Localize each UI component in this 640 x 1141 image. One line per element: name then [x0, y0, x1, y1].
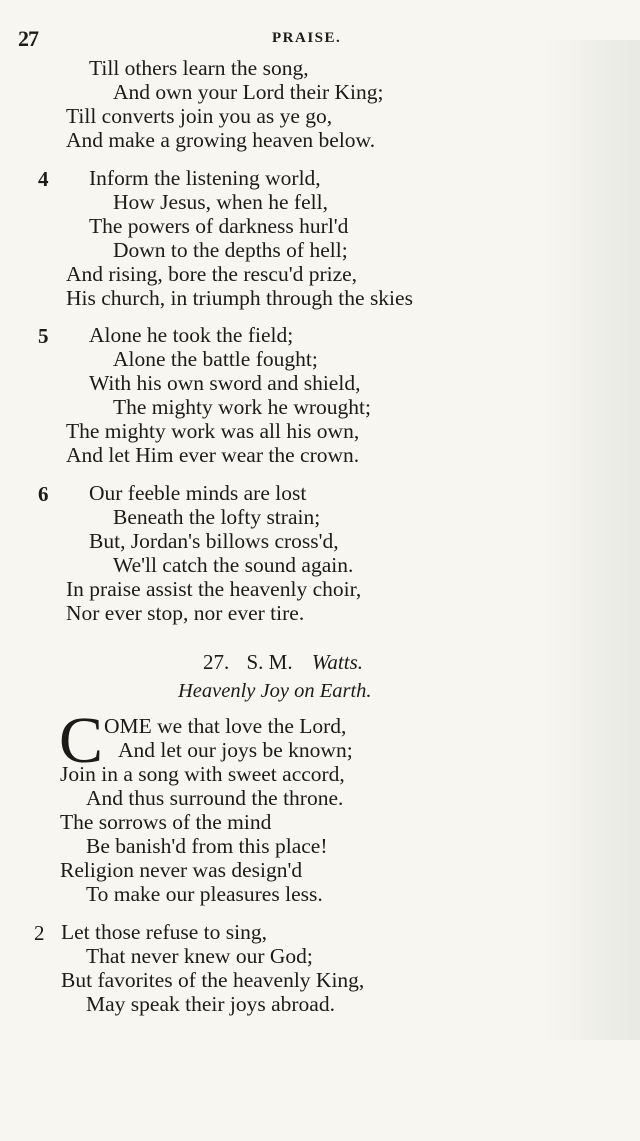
verse-line: We'll catch the sound again. [113, 553, 354, 577]
facing-page-bleed [545, 40, 640, 1040]
hymn-meter: S. M. [246, 650, 293, 674]
verse-line: And thus surround the throne. [86, 786, 344, 810]
verse-line: And let our joys be known; [118, 738, 353, 762]
verse-line: Religion never was design'd [60, 858, 303, 882]
verse-line: Alone he took the field; [89, 323, 294, 347]
hymn-author: Watts. [311, 650, 364, 674]
verse-line: How Jesus, when he fell, [113, 190, 328, 214]
verse-line: The mighty work he wrought; [113, 395, 371, 419]
verse-line: Beneath the lofty strain; [113, 505, 321, 529]
stanza-number: 4 [38, 167, 49, 191]
verse-line: His church, in triumph through the skies [66, 286, 413, 310]
verse-line: Inform the listening world, [89, 166, 321, 190]
verse-line: To make our pleasures less. [86, 882, 323, 906]
verse-line: Till others learn the song, [89, 56, 309, 80]
page-header [0, 26, 640, 50]
verse-line: With his own sword and shield, [89, 371, 361, 395]
verse-line: But, Jordan's billows cross'd, [89, 529, 339, 553]
verse-line: The mighty work was all his own, [66, 419, 360, 443]
verse-line: Alone the battle fought; [113, 347, 318, 371]
page-number: 27 [18, 26, 38, 51]
drop-cap: C [59, 704, 104, 777]
stanza-number: 5 [38, 324, 49, 348]
verse-line: Our feeble minds are lost [89, 481, 307, 505]
hymn-number: 27. [203, 650, 230, 674]
verse-line: And rising, bore the rescu'd prize, [66, 262, 358, 286]
verse-line: That never knew our God; [86, 944, 313, 968]
verse-line: And let Him ever wear the crown. [66, 443, 360, 467]
verse-line: The powers of darkness hurl'd [89, 214, 349, 238]
hymn-title: Heavenly Joy on Earth. [178, 680, 372, 702]
verse-line: But favorites of the heavenly King, [61, 968, 365, 992]
verse-line: In praise assist the heavenly choir, [66, 577, 362, 601]
verse-line: Join in a song with sweet accord, [60, 762, 345, 786]
verse-line: And own your Lord their King; [113, 80, 384, 104]
running-head: PRAISE. [272, 30, 342, 46]
verse-line: Be banish'd from this place! [86, 834, 328, 858]
verse-line: Let those refuse to sing, [61, 920, 267, 944]
stanza-number: 2 [34, 921, 45, 945]
verse-line: Till converts join you as ye go, [66, 104, 333, 128]
verse-line: The sorrows of the mind [60, 810, 272, 834]
verse-line: May speak their joys abroad. [86, 992, 335, 1016]
verse-line: OME we that love the Lord, [104, 714, 347, 738]
verse-line: Nor ever stop, nor ever tire. [66, 601, 305, 625]
verse-line: And make a growing heaven below. [66, 128, 376, 152]
hymn-heading [203, 650, 363, 675]
verse-line: Down to the depths of hell; [113, 238, 348, 262]
stanza-number: 6 [38, 482, 49, 506]
